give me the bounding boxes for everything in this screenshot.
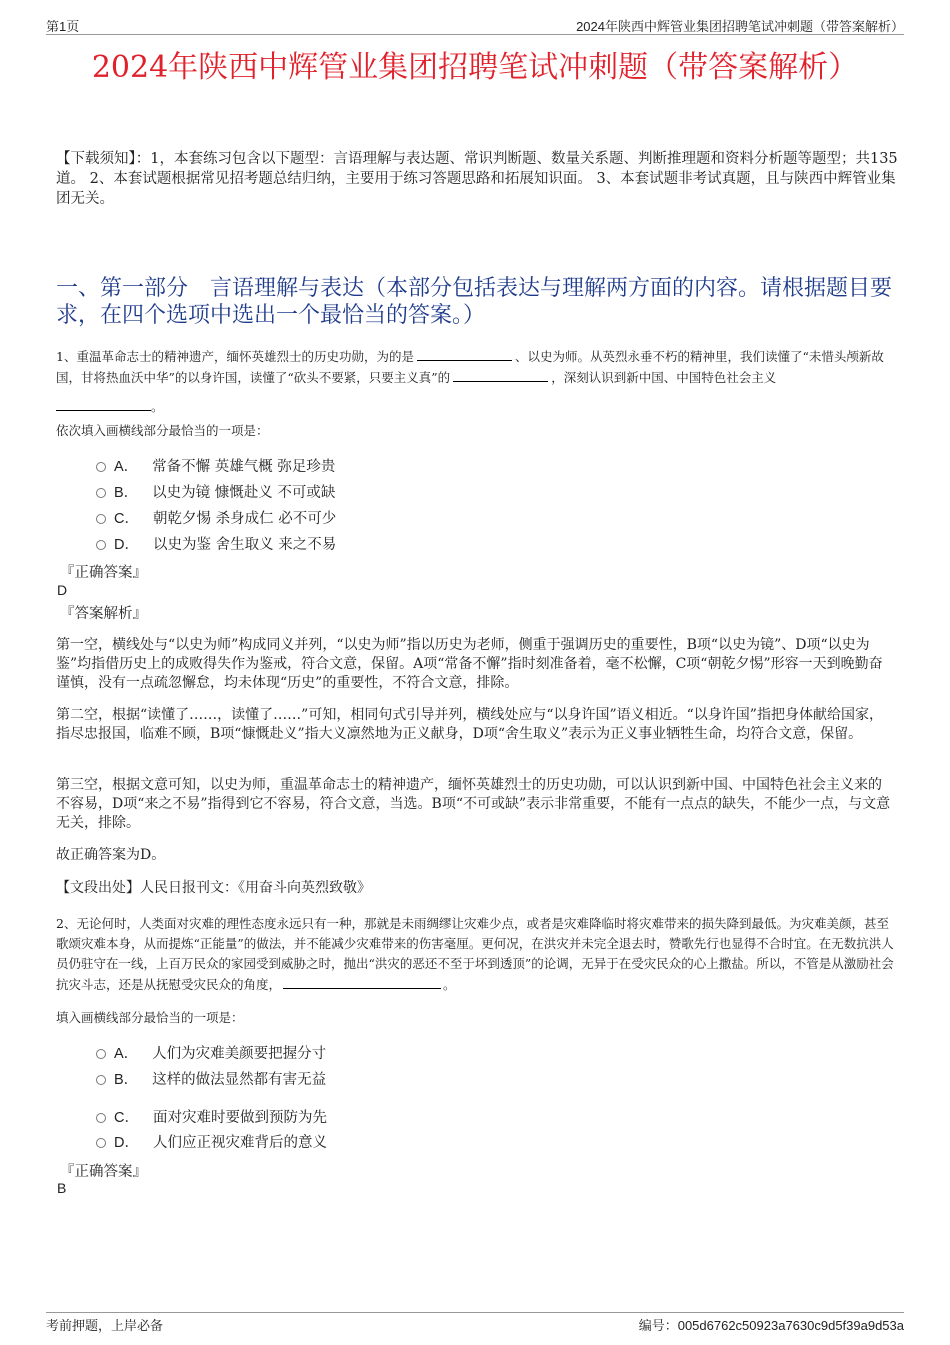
q1-prompt: 依次填入画横线部分最恰当的一项是： [56, 423, 269, 438]
radio-icon[interactable] [96, 514, 106, 524]
radio-icon[interactable] [96, 462, 106, 472]
option-key: A． [114, 1045, 139, 1062]
q1-text-d: 。 [151, 399, 164, 414]
page-footer [46, 1312, 904, 1334]
option-text: 以史为镜 慷慨赴义 不可或缺 [152, 484, 336, 501]
page-header [46, 14, 904, 35]
q1-text-b: 、以史为师。从英烈永垂不朽的精神里，我们读懂了“未惜头颅新故国，甘将热血沃中华”的以身许国，读懂了“砍头不要紧，只要主义真”的 [56, 349, 884, 385]
q1-option-b[interactable] [96, 480, 335, 502]
option-text: 以史为鉴 舍生取义 来之不易 [152, 536, 337, 553]
blank-q2 [283, 974, 441, 989]
option-key: D． [114, 1134, 139, 1151]
analysis-paragraph-2: 第二空，根据“读懂了……，读懂了……”可知，相同句式引导并列，横线处应与“以身许国”语义相近。“以身许国”指把身体献给国家，指尽忠报国，临难不顾，B项“慷慨赴义”指大义凛然地为正义献身，D项“舍生取义”表示为正义事业牺牲生命，均符合文意，保留。 [56, 707, 883, 742]
blank-3 [56, 396, 151, 411]
q2-answer: B [57, 1180, 67, 1196]
q2-end: 。 [443, 977, 456, 992]
radio-icon[interactable] [96, 488, 106, 498]
q1-option-d[interactable] [96, 532, 336, 554]
q2-text: 2、无论何时，人类面对灾难的理性态度永远只有一种，那就是未雨绸缪让灾难少点，或者是灾难降临时将灾难带来的损失降到最低。为灾难美颜，甚至歌颂灾难本身，从而提炼“正能量”的做法，并不能减少灾难带来的伤害毫厘。更何况，在洪灾并未完全退去时，赞歌先行也显得不合时宜。在无数抗洪人员仍驻守在一线，上百万民众的家园受到威胁之时，抛出“洪灾的恶还不至于坏到透顶”的论调，无异于在受灾民众的心上撒盐。所以，不管是从激励社会抗灾斗志，还是从抚慰受灾民众的角度， [56, 916, 894, 992]
option-text: 人们为灾难美颜要把握分寸 [152, 1045, 327, 1062]
q1-answer-label: 『正确答案』 [60, 565, 147, 581]
document-title: 2024年陕西中辉管业集团招聘笔试冲刺题（带答案解析） [91, 50, 859, 85]
footer-slogan: 考前押题，上岸必备 [46, 1319, 164, 1334]
q2-answer-label: 『正确答案』 [60, 1164, 147, 1180]
q1-answer: D [57, 582, 68, 598]
question-2-text [56, 914, 901, 995]
option-key: D． [114, 536, 139, 553]
analysis-paragraph-3: 第三空，根据文意可知，以史为师，重温革命志士的精神遗产，缅怀英雄烈士的历史功勋，可以认识到新中国、中国特色社会主义来的不容易，D项“来之不易”指得到它不容易，符合文意，当选。B项“不可或缺”表示非常重要，不能有一点点的缺失，不能少一点，与文意无关，排除。 [56, 777, 891, 831]
q2-option-a[interactable] [96, 1041, 326, 1063]
q1-text-a: 1、重温革命志士的精神遗产，缅怀英雄烈士的历史功勋，为的是 [56, 349, 414, 364]
radio-icon[interactable] [96, 1049, 106, 1059]
q1-option-c[interactable] [96, 506, 336, 528]
q2-option-c[interactable] [96, 1105, 327, 1127]
download-notice: 【下载须知】：1，本套练习包含以下题型：言语理解与表达题、常识判断题、数量关系题、判断推理题和资料分析题等题型；共135道。 2、本套试题根据常见招考题总结归纳，主要用于练习答题思路和拓展知识面。 3、本套试题非考试真题，且与陕西中辉管业集团无关。 [56, 151, 898, 207]
radio-icon[interactable] [96, 1113, 106, 1123]
blank-2 [453, 367, 548, 382]
section-heading: 一、第一部分 言语理解与表达（本部分包括表达与理解两方面的内容。请根据题目要求，在四个选项中选出一个最恰当的答案。） [56, 276, 893, 328]
analysis-paragraph-1: 第一空，横线处与“以史为师”构成同义并列，“以史为师”指以历史为老师，侧重于强调历史的重要性，B项“以史为镜”、D项“以史为鉴”均指借历史上的成败得失作为鉴戒，符合文意，保留。A项“常备不懈”指时刻准备着，毫不松懈，C项“朝乾夕惕”形容一天到晚勤奋谨慎，没有一点疏忽懈怠，均未体现“历史”的重要性，不符合文意，排除。 [56, 637, 883, 691]
option-text: 朝乾夕惕 杀身成仁 必不可少 [152, 510, 337, 527]
radio-icon[interactable] [96, 1138, 106, 1148]
analysis-conclusion: 故正确答案为D。 [56, 847, 166, 863]
option-text: 人们应正视灾难背后的意义 [152, 1134, 327, 1151]
option-key: C． [114, 1109, 139, 1126]
option-key: B． [114, 484, 139, 501]
q1-source: 【文段出处】人民日报刊文：《用奋斗向英烈致敬》 [56, 880, 371, 896]
option-text: 面对灾难时要做到预防为先 [152, 1109, 327, 1126]
page-number: 第1页 [46, 19, 80, 34]
option-text: 这样的做法显然都有害无益 [152, 1071, 327, 1088]
option-key: B． [114, 1071, 139, 1088]
radio-icon[interactable] [96, 540, 106, 550]
radio-icon[interactable] [96, 1075, 106, 1085]
q1-text-c: ，深刻认识到新中国、中国特色社会主义 [551, 370, 777, 385]
code-label: 编号： [638, 1319, 678, 1334]
q2-option-b[interactable] [96, 1067, 326, 1089]
blank-1 [417, 346, 512, 361]
q1-analysis-label: 『答案解析』 [60, 606, 147, 622]
option-key: C． [114, 510, 139, 527]
q2-prompt: 填入画横线部分最恰当的一项是： [56, 1010, 244, 1025]
option-key: A． [114, 458, 139, 475]
q1-option-a[interactable] [96, 454, 335, 476]
question-1-text [56, 346, 901, 417]
footer-code [639, 1315, 904, 1334]
option-text: 常备不懈 英雄气概 弥足珍贵 [152, 458, 336, 475]
header-doc-title: 2024年陕西中辉管业集团招聘笔试冲刺题（带答案解析） [576, 19, 904, 34]
code-value: 005d6762c50923a7630c9d5f39a9d53a [677, 1318, 904, 1333]
q2-option-d[interactable] [96, 1130, 327, 1152]
